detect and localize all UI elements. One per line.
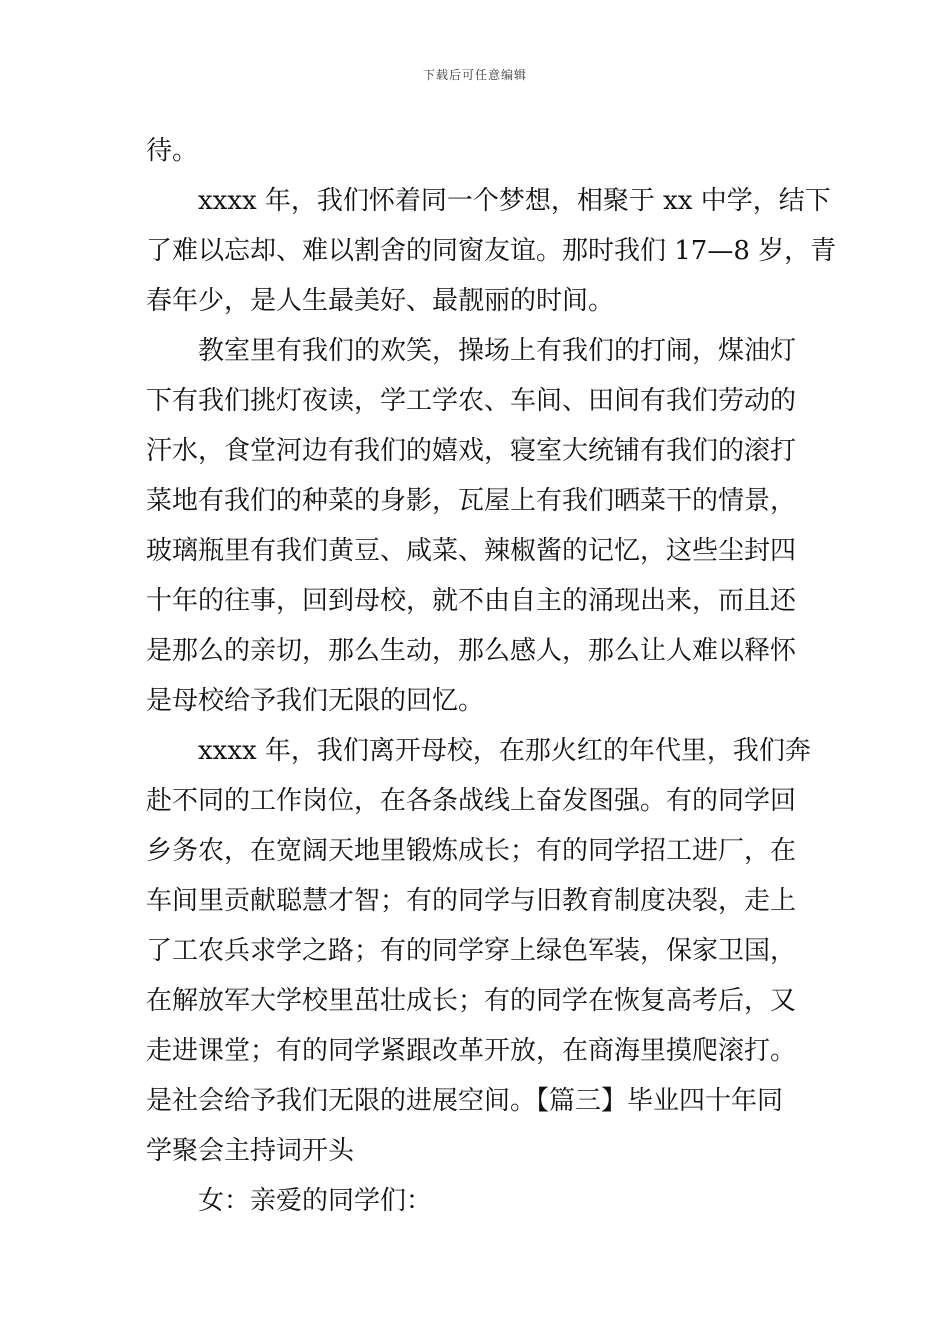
text-line: 在解放军大学校里茁壮成长；有的同学在恢复高考后，又 bbox=[146, 986, 797, 1016]
text-line: 是那么的亲切，那么生动，那么感人，那么让人难以释怀 bbox=[146, 636, 797, 666]
text-line: 汗水，食堂河边有我们的嬉戏，寝室大统铺有我们的滚打 bbox=[146, 436, 797, 466]
text-line: xxxx 年，我们怀着同一个梦想，相聚于 xx 中学，结下 bbox=[198, 186, 831, 216]
text-line: 赴不同的工作岗位，在各条战线上奋发图强。有的同学回 bbox=[146, 786, 797, 816]
text-line: 学聚会主持词开头 bbox=[146, 1136, 355, 1166]
text-line: 待。 bbox=[146, 136, 199, 166]
page-header-note: 下载后可任意编辑 bbox=[422, 68, 527, 82]
text-line: 玻璃瓶里有我们黄豆、咸菜、辣椒酱的记忆，这些尘封四 bbox=[146, 536, 797, 566]
text-line: 十年的往事，回到母校，就不由自主的涌现出来，而且还 bbox=[146, 586, 797, 616]
text-line: xxxx 年，我们离开母校，在那火红的年代里，我们奔 bbox=[198, 736, 811, 766]
text-line: 乡务农，在宽阔天地里锻炼成长；有的同学招工进厂，在 bbox=[146, 836, 797, 866]
text-line: 下有我们挑灯夜读，学工学农、车间、田间有我们劳动的 bbox=[146, 386, 797, 416]
text-line: 教室里有我们的欢笑，操场上有我们的打闹，煤油灯 bbox=[198, 336, 797, 366]
text-line: 菜地有我们的种菜的身影，瓦屋上有我们晒菜干的情景， bbox=[146, 486, 797, 516]
text-line: 了工农兵求学之路；有的同学穿上绿色军装，保家卫国， bbox=[146, 936, 797, 966]
text-line: 了难以忘却、难以割舍的同窗友谊。那时我们 17—8 岁，青 bbox=[146, 236, 837, 266]
text-line: 是社会给予我们无限的进展空间。【篇三】毕业四十年同 bbox=[146, 1086, 784, 1116]
text-line: 春年少，是人生最美好、最靓丽的时间。 bbox=[146, 286, 615, 316]
text-line: 女：亲爱的同学们： bbox=[198, 1186, 433, 1216]
text-line: 走进课堂；有的同学紧跟改革开放，在商海里摸爬滚打。 bbox=[146, 1036, 797, 1066]
text-line: 是母校给予我们无限的回忆。 bbox=[146, 686, 485, 716]
text-line: 车间里贡献聪慧才智；有的同学与旧教育制度决裂，走上 bbox=[146, 886, 797, 916]
document-body bbox=[146, 126, 837, 1226]
